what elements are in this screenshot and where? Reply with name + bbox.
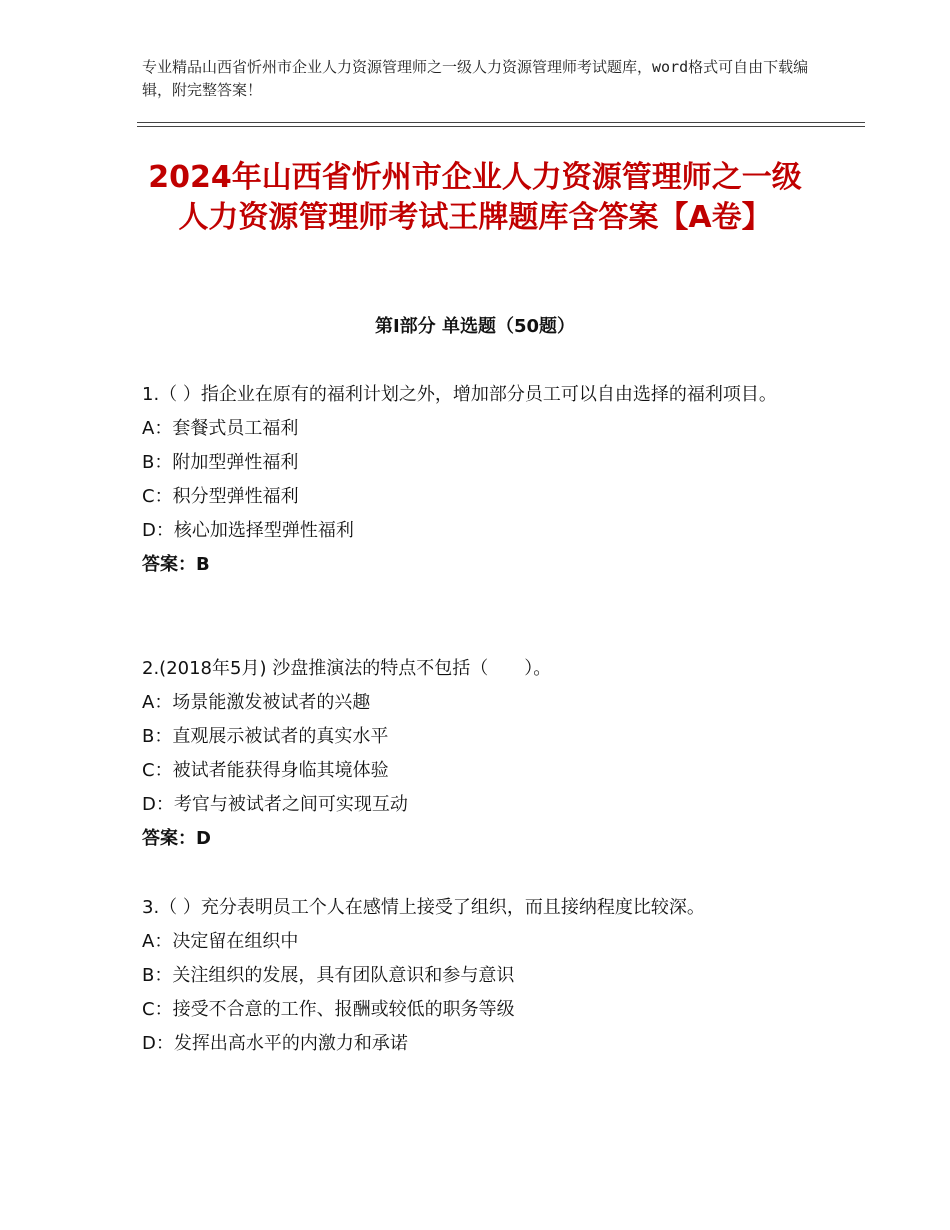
option-a: A：决定留在组织中 bbox=[142, 931, 299, 952]
option-b: B：关注组织的发展，具有团队意识和参与意识 bbox=[142, 965, 515, 986]
option-d: D：发挥出高水平的内激力和承诺 bbox=[142, 1033, 408, 1054]
option-c: C：接受不合意的工作、报酬或较低的职务等级 bbox=[142, 999, 515, 1020]
answer: 答案：D bbox=[142, 828, 211, 849]
option-c: C：积分型弹性福利 bbox=[142, 486, 299, 507]
header-note: 专业精品山西省忻州市企业人力资源管理师之一级人力资源管理师考试题库，word格式可自由下载编辑，附完整答案！ bbox=[142, 58, 809, 99]
question-1 bbox=[142, 378, 822, 582]
option-a: A：套餐式员工福利 bbox=[142, 418, 299, 439]
question-stem: 3.（ ）充分表明员工个人在感情上接受了组织，而且接纳程度比较深。 bbox=[142, 897, 705, 918]
header-divider-bottom bbox=[137, 126, 865, 127]
question-stem: 2.(2018年5月) 沙盘推演法的特点不包括（ ）。 bbox=[142, 658, 552, 679]
option-b: B：附加型弹性福利 bbox=[142, 452, 299, 473]
document-title: 2024年山西省忻州市企业人力资源管理师之一级人力资源管理师考试王牌题库含答案【A卷】 bbox=[148, 160, 802, 235]
section-title: 第Ⅰ部分 单选题（50题） bbox=[374, 316, 575, 337]
option-d: D：考官与被试者之间可实现互动 bbox=[142, 794, 408, 815]
option-b: B：直观展示被试者的真实水平 bbox=[142, 726, 389, 747]
option-c: C：被试者能获得身临其境体验 bbox=[142, 760, 389, 781]
answer: 答案：B bbox=[142, 554, 210, 575]
question-stem: 1.（ ）指企业在原有的福利计划之外，增加部分员工可以自由选择的福利项目。 bbox=[142, 384, 777, 405]
question-2 bbox=[142, 652, 822, 856]
question-3 bbox=[142, 891, 822, 1061]
option-a: A：场景能激发被试者的兴趣 bbox=[142, 692, 371, 713]
option-d: D：核心加选择型弹性福利 bbox=[142, 520, 354, 541]
header-divider-top bbox=[137, 122, 865, 123]
